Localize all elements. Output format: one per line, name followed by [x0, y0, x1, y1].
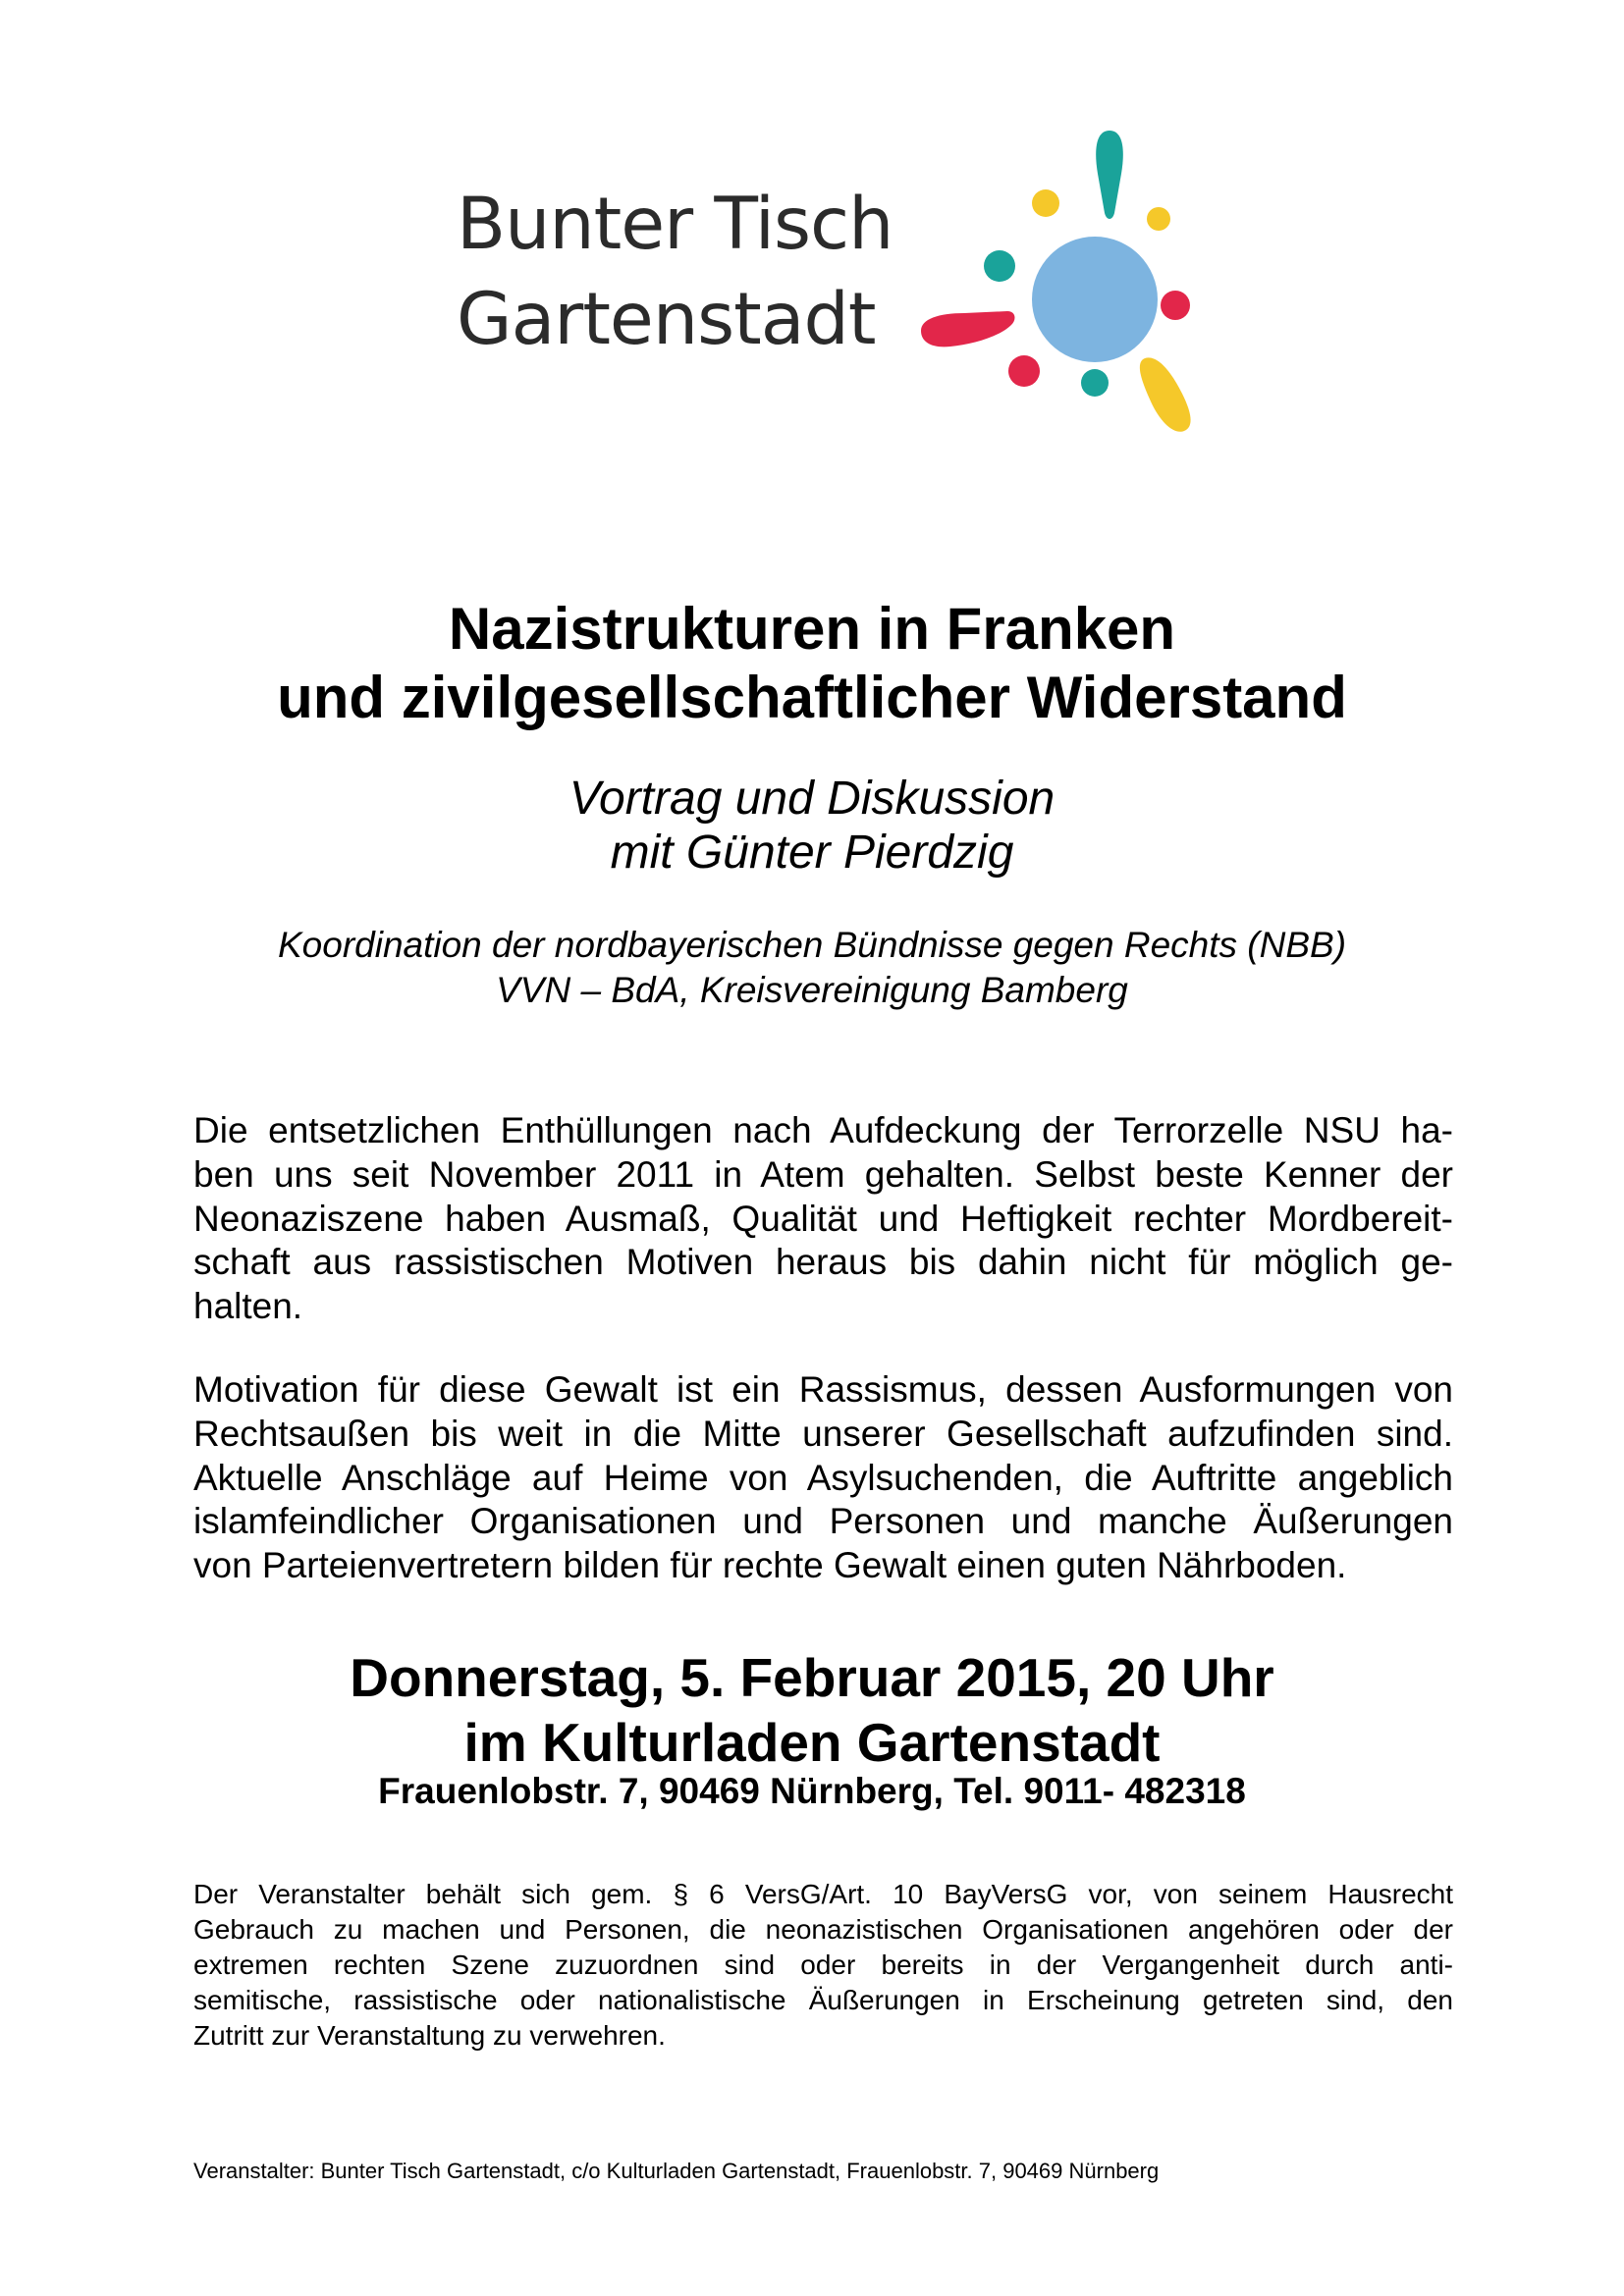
logo-text-line-1: Bunter Tisch [457, 183, 893, 266]
subtitle-line-2: mit Günter Pierdzig [610, 827, 1014, 879]
intro-paragraph [193, 1109, 1453, 1329]
subtitle [0, 772, 1624, 880]
disclaimer-line: Gebrauch zu machen und Personen, die neonazistischen Organisationen angehören oder der [193, 1914, 1453, 1945]
disclaimer [193, 1877, 1453, 2054]
yellow-drop-bottom-right-icon [1140, 357, 1191, 431]
paragraph-line: halten. [193, 1286, 303, 1327]
disclaimer-line: Der Veranstalter behält sich gem. § 6 VersG/Art. 10 BayVersG vor, von seinem Hausrecht [193, 1879, 1453, 1909]
footer-organizer: Veranstalter: Bunter Tisch Gartenstadt, c/o Kulturladen Gartenstadt, Frauenlobstr. 7, 90469 Nürnberg [193, 2159, 1160, 2183]
page-title [0, 595, 1624, 732]
paragraph-line: Die entsetzlichen Enthüllungen nach Aufdeckung der Terrorzelle NSU ha- [193, 1110, 1453, 1150]
organizer-line-1: Koordination der nordbayerischen Bündnisse gegen Rechts (NBB) [277, 925, 1347, 965]
yellow-dot-top-right-icon [1147, 207, 1170, 231]
yellow-dot-top-left-icon [1032, 189, 1059, 217]
event-info [0, 1645, 1624, 1775]
disclaimer-line: semitische, rassistische oder nationalistische Äußerungen in Erscheinung getreten sind, den [193, 1985, 1453, 2015]
title-line-2: und zivilgesellschaftlicher Widerstand [277, 665, 1347, 730]
title-line-1: Nazistrukturen in Franken [448, 596, 1176, 662]
teal-dot-left-icon [984, 250, 1015, 282]
sun-center-icon [1032, 237, 1158, 362]
paragraph-line: schaft aus rassistischen Motiven heraus bis dahin nicht für möglich ge- [193, 1242, 1453, 1283]
disclaimer-line: Zutritt zur Veranstaltung zu verwehren. [193, 2020, 666, 2051]
paragraph-line: ben uns seit November 2011 in Atem gehalten. Selbst beste Kenner der [193, 1153, 1453, 1195]
red-dot-right-icon [1161, 291, 1190, 320]
logo-text-line-2: Gartenstadt [457, 278, 876, 361]
paragraph-line: von Parteienvertretern bilden für rechte Gewalt einen guten Nährboden. [193, 1545, 1347, 1586]
paragraph-line: Neonaziszene haben Ausmaß, Qualität und Heftigkeit rechter Mordbereit- [193, 1198, 1453, 1239]
logo-wordmark [457, 177, 893, 367]
paragraph-line: Motivation für diese Gewalt ist ein Rassismus, dessen Ausformungen von [193, 1369, 1453, 1410]
paragraph-line: Aktuelle Anschläge auf Heime von Asylsuchenden, die Auftritte angeblich [193, 1457, 1453, 1498]
paragraph-line: Rechtsaußen bis weit in die Mitte unserer Gesellschaft aufzufinden sind. [193, 1413, 1453, 1454]
organizer-block [0, 923, 1624, 1013]
event-venue: im Kulturladen Gartenstadt [463, 1712, 1161, 1773]
teal-dot-bottom-icon [1081, 369, 1109, 397]
red-dot-bottom-left-icon [1008, 355, 1040, 387]
subtitle-line-1: Vortrag und Diskussion [568, 773, 1056, 825]
disclaimer-line: extremen rechten Szene zuzuordnen sind oder bereits in der Vergangenheit durch anti- [193, 1949, 1453, 1980]
event-date: Donnerstag, 5. Februar 2015, 20 Uhr [350, 1647, 1274, 1708]
sun-logo-icon [913, 123, 1208, 437]
motivation-paragraph [193, 1368, 1453, 1588]
teal-drop-top-icon [1096, 131, 1123, 219]
red-drop-left-icon [921, 311, 1014, 347]
organizer-line-2: VVN – BdA, Kreisvereinigung Bamberg [496, 970, 1128, 1010]
paragraph-line: islamfeindlicher Organisationen und Personen und manche Äußerungen [193, 1501, 1453, 1542]
event-address: Frauenlobstr. 7, 90469 Nürnberg, Tel. 9011- 482318 [378, 1771, 1246, 1811]
